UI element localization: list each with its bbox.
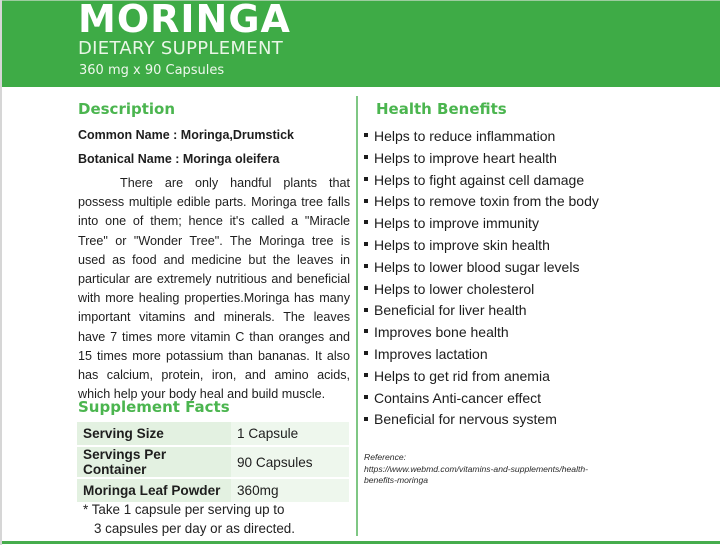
description-body [78, 174, 350, 404]
benefit-text: Improves lactation [374, 345, 488, 362]
product-subtitle: DIETARY SUPPLEMENT [78, 38, 283, 59]
description-heading: Description [78, 100, 176, 118]
header-banner [2, 0, 720, 87]
bottom-rule [2, 541, 720, 544]
list-item [364, 366, 599, 388]
bullet-icon [364, 417, 368, 421]
description-text: There are only handful plants that possess multiple edible parts. Moringa tree falls into one of them; hence it's called a "Miracle Tree" or "Wonder Tree". The Moringa tree is used as food and medicine but the leaves in particular are extremely nutritious and beneficial with more healing properties.Moringa has many important vitamins and minerals. The leaves have 7 times more vitamin C than oranges and 15 times more potassium than bananas. It also has calcium, protein, iron, and amino acids, which help your body heal and build muscle. [78, 176, 350, 402]
reference-url-line1: https://www.webmd.com/vitamins-and-supplements/health- [364, 463, 589, 474]
benefit-text: Helps to improve immunity [374, 215, 539, 232]
facts-label: Serving Size [77, 422, 231, 445]
benefit-text: Beneficial for nervous system [374, 411, 557, 428]
dosage-note-line1: * Take 1 capsule per serving up to [83, 502, 285, 517]
benefit-text: Helps to lower blood sugar levels [374, 258, 580, 275]
bullet-icon [364, 220, 368, 224]
facts-value: 90 Capsules [231, 447, 349, 477]
supplement-facts-heading: Supplement Facts [78, 398, 230, 416]
benefit-text: Helps to lower cholesterol [374, 280, 535, 297]
bullet-icon [364, 373, 368, 377]
list-item [364, 409, 599, 431]
product-title: MORINGA [78, 0, 291, 41]
bullet-icon [364, 242, 368, 246]
common-name: Common Name : Moringa,Drumstick [78, 128, 295, 142]
benefit-text: Contains Anti-cancer effect [374, 389, 542, 406]
list-item [364, 213, 599, 235]
table-row [77, 422, 349, 445]
facts-value: 1 Capsule [231, 422, 349, 445]
reference [364, 452, 588, 487]
facts-label: Servings Per Container [77, 447, 231, 477]
benefit-text: Helps to fight against cell damage [374, 171, 585, 188]
bullet-icon [364, 395, 368, 399]
list-item [364, 126, 599, 148]
bullet-icon [364, 133, 368, 137]
health-benefits-heading: Health Benefits [376, 100, 507, 118]
benefit-text: Helps to improve skin health [374, 236, 550, 253]
botanical-name: Botanical Name : Moringa oleifera [78, 152, 280, 166]
bullet-icon [364, 351, 368, 355]
list-item [364, 300, 599, 322]
list-item [364, 148, 599, 170]
list-item [364, 344, 599, 366]
bullet-icon [364, 177, 368, 181]
benefit-text: Beneficial for liver health [374, 302, 527, 319]
bullet-icon [364, 199, 368, 203]
capsule-info: 360 mg x 90 Capsules [79, 63, 225, 78]
benefit-text: Helps to reduce inflammation [374, 128, 556, 144]
list-item [364, 388, 599, 410]
reference-label: Reference: [364, 452, 407, 462]
health-benefits-list [364, 126, 599, 431]
benefit-text: Improves bone health [374, 324, 509, 341]
list-item [364, 191, 599, 213]
bullet-icon [364, 264, 368, 268]
list-item [364, 235, 599, 257]
benefit-text: Helps to improve heart health [374, 149, 557, 166]
reference-url-line2: benefits-moringa [364, 475, 429, 485]
facts-label: Moringa Leaf Powder [77, 479, 231, 502]
table-row [77, 447, 349, 477]
bullet-icon [364, 308, 368, 312]
list-item [364, 279, 599, 301]
list-item [364, 257, 599, 279]
facts-value: 360mg [231, 479, 349, 502]
list-item [364, 322, 599, 344]
dosage-note-line2: 3 capsules per day or as directed. [94, 521, 295, 536]
list-item [364, 170, 599, 192]
bullet-icon [364, 286, 368, 290]
table-row [77, 479, 349, 502]
column-divider [356, 96, 358, 536]
supplement-facts-table [77, 420, 349, 504]
bullet-icon [364, 329, 368, 333]
benefit-text: Helps to remove toxin from the body [374, 193, 599, 210]
bullet-icon [364, 155, 368, 159]
benefit-text: Helps to get rid from anemia [374, 367, 550, 384]
dosage-note [83, 500, 295, 538]
